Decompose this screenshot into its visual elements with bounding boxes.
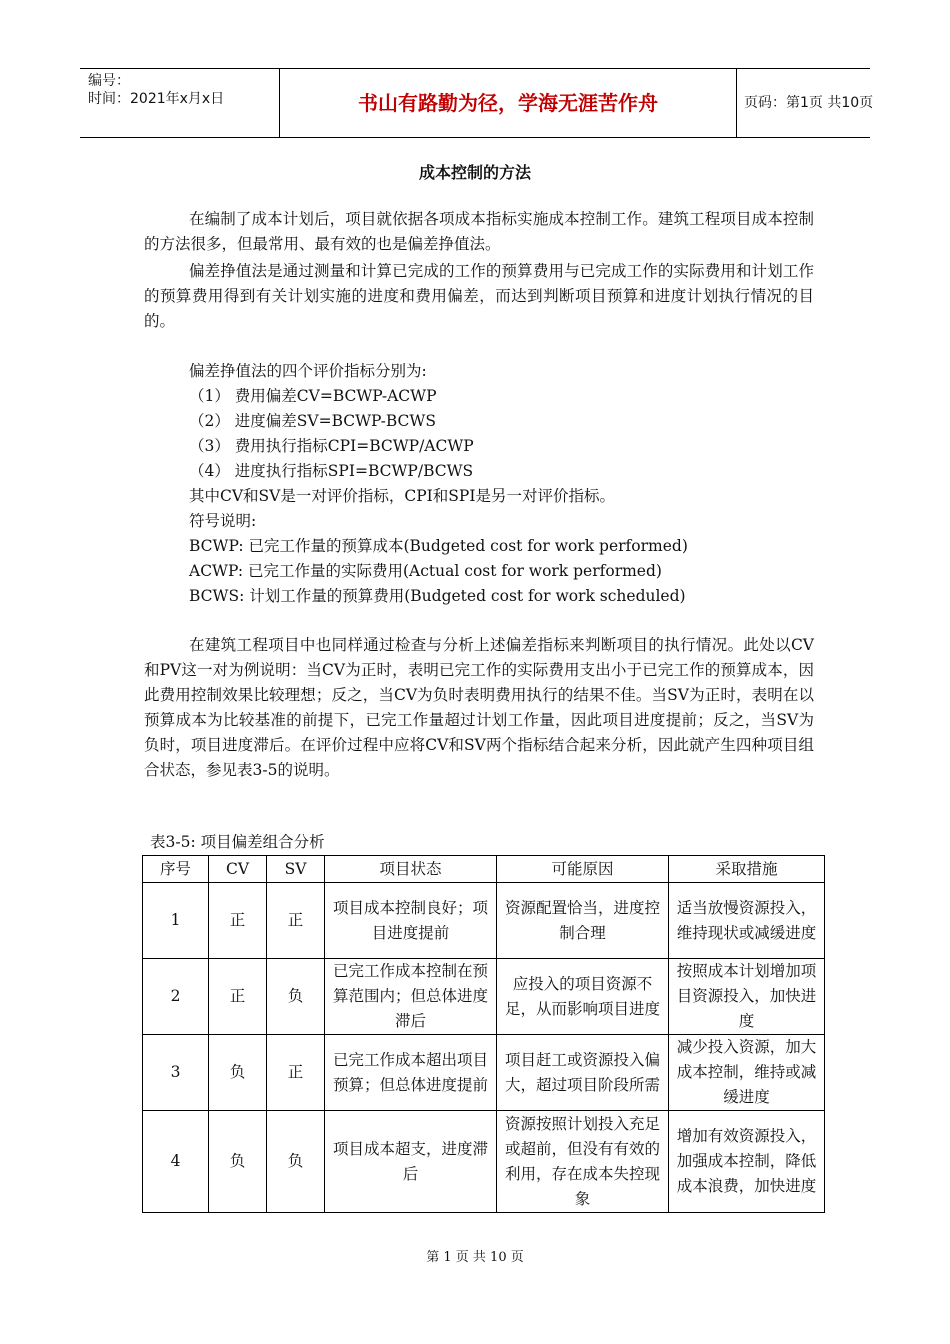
table-row xyxy=(143,883,825,959)
row-index: 2 xyxy=(143,959,209,1035)
row-status: 项目成本超支，进度滞后 xyxy=(325,1111,497,1213)
row-index: 4 xyxy=(143,1111,209,1213)
table-row xyxy=(143,959,825,1035)
row-measure: 适当放慢资源投入，维持现状或减缓进度 xyxy=(669,883,825,959)
document-number-label: 编号： xyxy=(88,73,130,89)
row-sv: 负 xyxy=(267,959,325,1035)
document-date-label: 时间：2021年x月x日 xyxy=(88,91,225,107)
row-cv: 负 xyxy=(209,1111,267,1213)
page-footer: 第 1 页 共 10 页 xyxy=(426,1250,524,1265)
table-row xyxy=(143,1111,825,1213)
row-sv: 负 xyxy=(267,1111,325,1213)
table-caption: 表3-5: 项目偏差组合分析 xyxy=(150,833,325,851)
indicator-pair-note: 其中CV和SV是一对评价指标，CPI和SPI是另一对评价指标。 xyxy=(189,487,615,505)
row-status: 项目成本控制良好；项目进度提前 xyxy=(325,883,497,959)
page-header xyxy=(80,68,874,138)
table-row xyxy=(143,1035,825,1111)
row-cause: 资源配置恰当，进度控制合理 xyxy=(497,883,669,959)
deviation-table xyxy=(142,855,825,1213)
header-cause: 可能原因 xyxy=(497,856,669,883)
row-cv: 负 xyxy=(209,1035,267,1111)
header-meta xyxy=(80,69,280,137)
header-page-info: 页码：第1页 共10页 xyxy=(744,95,874,111)
header-index: 序号 xyxy=(143,856,209,883)
document-title: 成本控制的方法 xyxy=(418,163,531,182)
indicator-cpi-line: （3） 费用执行指标CPI=BCWP/ACWP xyxy=(189,437,474,455)
row-status: 已完工作成本超出项目预算；但总体进度提前 xyxy=(325,1035,497,1111)
indicator-spi-line: （4） 进度执行指标SPI=BCWP/BCWS xyxy=(189,462,474,480)
row-cause: 应投入的项目资源不足，从而影响项目进度 xyxy=(497,959,669,1035)
header-sv: SV xyxy=(267,856,325,883)
row-measure: 按照成本计划增加项目资源投入，加快进度 xyxy=(669,959,825,1035)
row-measure: 增加有效资源投入，加强成本控制，降低成本浪费，加快进度 xyxy=(669,1111,825,1213)
header-measure: 采取措施 xyxy=(669,856,825,883)
indicator-sv-line: （2） 进度偏差SV=BCWP-BCWS xyxy=(189,412,436,430)
row-sv: 正 xyxy=(267,1035,325,1111)
table-header-row xyxy=(143,856,825,883)
row-index: 3 xyxy=(143,1035,209,1111)
row-measure: 减少投入资源，加大成本控制，维持或减缓进度 xyxy=(669,1035,825,1111)
row-cause: 项目赶工或资源投入偏大，超过项目阶段所需 xyxy=(497,1035,669,1111)
symbol-bcws: BCWS: 计划工作量的预算费用(Budgeted cost for work scheduled) xyxy=(189,587,686,605)
indicator-cv-line: （1） 费用偏差CV=BCWP-ACWP xyxy=(189,387,437,405)
row-status: 已完工作成本控制在预算范围内；但总体进度滞后 xyxy=(325,959,497,1035)
row-cv: 正 xyxy=(209,883,267,959)
intro-paragraph-1: 在编制了成本计划后，项目就依据各项成本指标实施成本控制工作。建筑工程项目成本控制的方法很多，但最常用、最有效的也是偏差挣值法。 xyxy=(144,210,814,253)
row-sv: 正 xyxy=(267,883,325,959)
row-index: 1 xyxy=(143,883,209,959)
symbol-heading: 符号说明: xyxy=(189,512,257,530)
header-motto: 书山有路勤为径，学海无涯苦作舟 xyxy=(280,69,737,137)
symbol-acwp: ACWP: 已完工作量的实际费用(Actual cost for work performed) xyxy=(189,562,662,580)
intro-paragraph-2: 偏差挣值法是通过测量和计算已完成的工作的预算费用与已完成工作的实际费用和计划工作的预算费用得到有关计划实施的进度和费用偏差，而达到判断项目预算和进度计划执行情况的目的。 xyxy=(144,262,814,330)
header-status: 项目状态 xyxy=(325,856,497,883)
symbol-bcwp: BCWP: 已完工作量的预算成本(Budgeted cost for work performed) xyxy=(189,537,688,555)
header-cv: CV xyxy=(209,856,267,883)
indicator-intro-line: 偏差挣值法的四个评价指标分别为: xyxy=(189,362,427,380)
row-cause: 资源按照计划投入充足或超前，但没有有效的利用，存在成本失控现象 xyxy=(497,1111,669,1213)
row-cv: 正 xyxy=(209,959,267,1035)
analysis-paragraph: 在建筑工程项目中也同样通过检查与分析上述偏差指标来判断项目的执行情况。此处以CV和PV这一对为例说明：当CV为正时，表明已完工作的实际费用支出小于已完工作的预算成本，因此费用控制效果比较理想；反之，当CV为负时表明费用执行的结果不佳。当SV为正时，表明在以预算成本为比较基准的前提下，已完工作量超过计划工作量，因此项目进度提前；反之，当SV为负时，项目进度滞后。在评价过程中应将CV和SV两个指标结合起来分析，因此就产生四种项目组合状态，参见表3-5的说明。 xyxy=(144,636,814,779)
